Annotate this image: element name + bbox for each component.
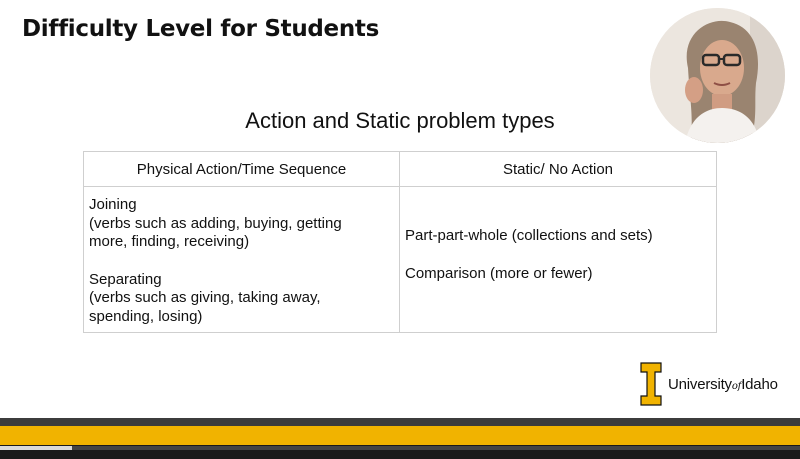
logo-wordmark [668,376,778,393]
table-header-row [84,152,717,187]
video-progress-scrubber[interactable] [0,446,800,450]
table-row [84,187,717,333]
video-progress-fill [0,446,72,450]
separating-desc-line2: spending, losing) [89,307,203,325]
joining-label: Joining [89,196,137,213]
separating-label: Separating [89,270,162,288]
header-static-no-action: Static/ No Action [400,152,717,187]
slide-title: Difficulty Level for Students [22,16,380,42]
cell-action-types [84,187,400,333]
part-part-whole-label: Part-part-whole (collections and sets) [405,227,653,244]
joining-desc-line2: more, finding, receiving) [89,233,250,250]
university-logo [640,362,800,406]
slide-footer-gold-bar [0,426,800,445]
logo-university: University [668,376,732,393]
logo-of: of [731,381,742,392]
table-caption: Action and Static problem types [245,108,555,133]
comparison-label: Comparison (more or fewer) [405,264,593,282]
logo-idaho: Idaho [741,376,778,393]
problem-types-table [83,151,717,333]
header-physical-action: Physical Action/Time Sequence [84,152,400,187]
cell-static-types [400,187,717,333]
joining-desc-line1: (verbs such as adding, buying, getting [89,214,342,232]
idaho-i-icon [640,362,662,406]
separating-desc-line1: (verbs such as giving, taking away, [89,289,321,306]
slide-footer-dark-bar [0,418,800,426]
